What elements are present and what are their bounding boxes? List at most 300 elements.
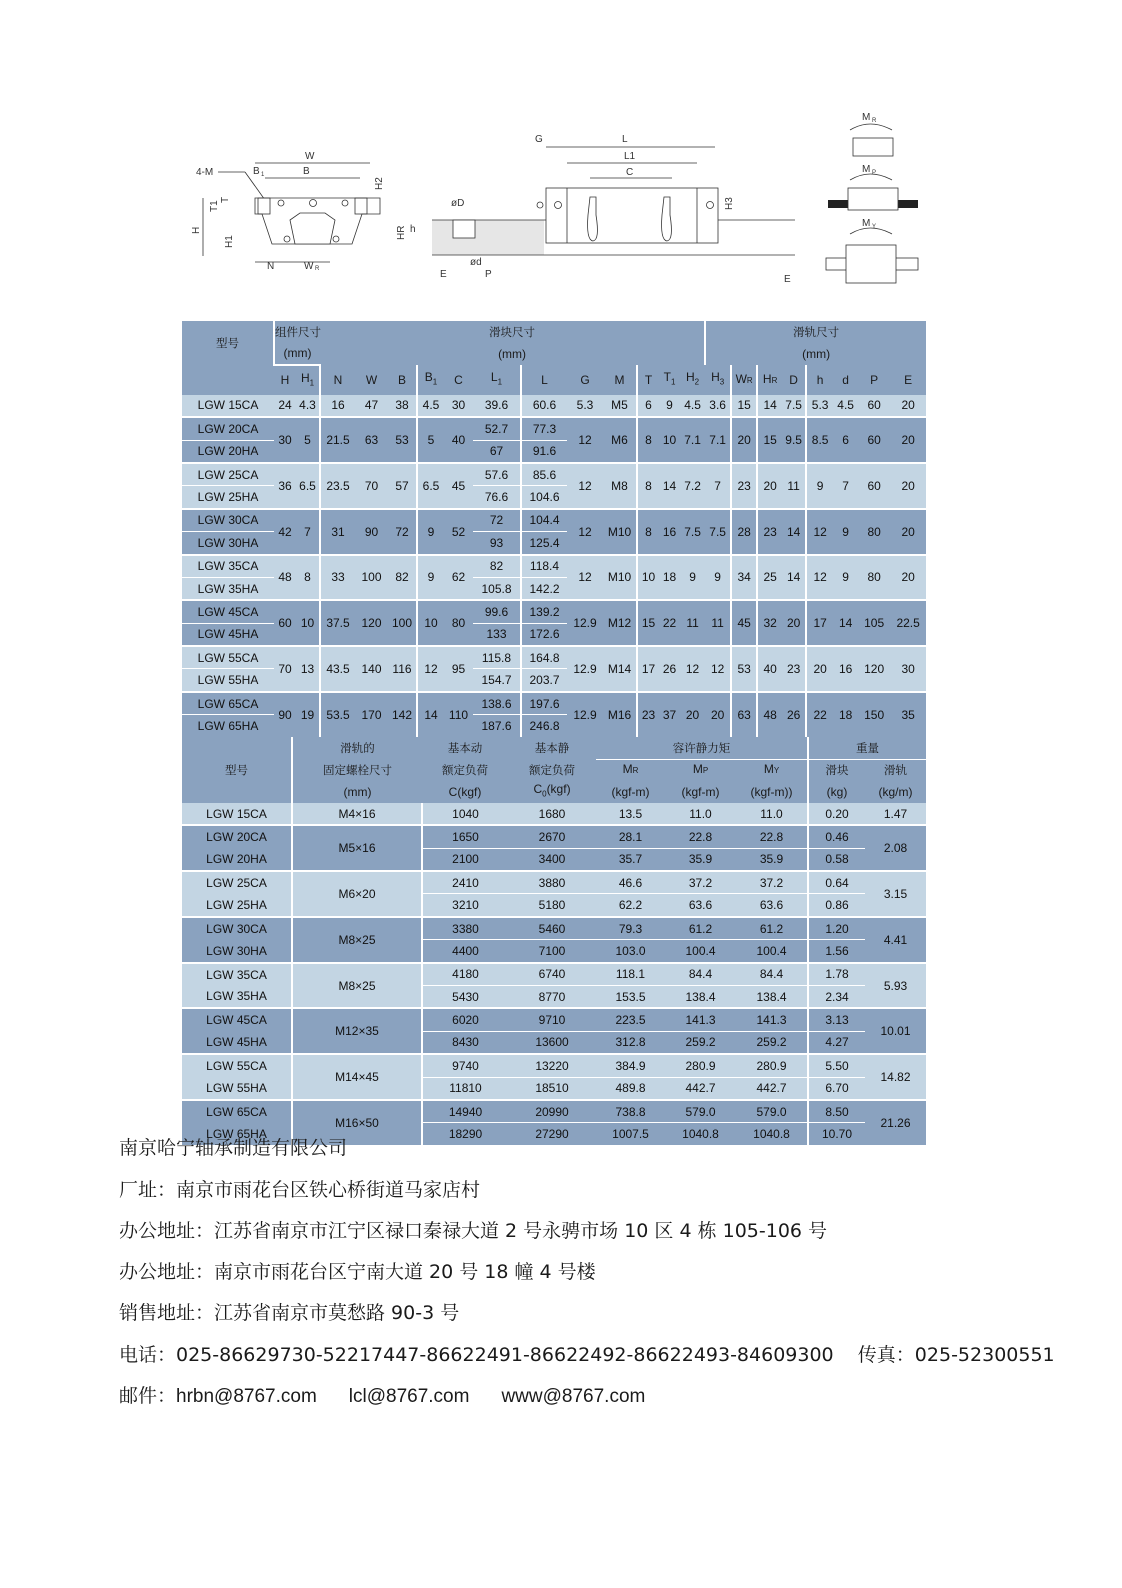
cell-MP: 63.6	[688, 898, 713, 913]
cell-C0: 3400	[538, 852, 566, 867]
cell-T1: 18	[662, 570, 677, 585]
cell-rail: 10.01	[880, 1024, 911, 1039]
table-row	[182, 803, 926, 825]
cell-MR: 79.3	[596, 917, 665, 940]
header-bolt-unit: (mm)	[292, 781, 422, 803]
cell-C: 2410	[422, 871, 508, 894]
cell-B: 142	[391, 707, 413, 722]
cell-model: LGW 65HA	[206, 1126, 267, 1141]
cell-rail: 2.08	[883, 841, 908, 856]
col-B: B	[397, 372, 406, 387]
side-view-drawing	[396, 134, 795, 285]
cell-d: 6	[842, 433, 849, 448]
cell-model: LGW 55CA	[182, 646, 274, 669]
cell-M: M10	[607, 524, 632, 539]
cell-WR: 28	[731, 509, 757, 555]
cell-MP: 84.4	[665, 963, 736, 986]
cell-MP: 37.2	[665, 871, 736, 894]
email-link-lcl[interactable]: lcl@8767.com	[348, 1386, 470, 1407]
cell-P: 60	[867, 433, 881, 448]
cell-MP: 22.8	[665, 825, 736, 848]
cell-MR: 46.6	[596, 871, 665, 894]
cell-model: LGW 25HA	[197, 490, 259, 505]
cell-H1: 10	[300, 616, 315, 631]
cell-E: 20	[901, 478, 915, 493]
cell-T: 6	[637, 395, 659, 417]
cell-L1: 72	[473, 509, 521, 532]
cell-H2: 12	[685, 661, 700, 676]
cell-model: LGW 65HA	[197, 718, 259, 733]
cell-MR: 153.5	[615, 989, 646, 1004]
cell-B: 57	[395, 478, 409, 493]
cell-N: 21.5	[320, 417, 355, 463]
cell-block: 0.46	[808, 825, 865, 848]
col-M: M	[614, 372, 625, 387]
header-rail-weight: 滑轨	[884, 763, 907, 778]
svg-text:W: W	[305, 151, 315, 162]
cell-C: 30	[451, 398, 466, 413]
svg-text:1: 1	[261, 172, 265, 178]
cell-L1: 39.6	[484, 398, 509, 413]
cell-H2: 7.5	[684, 524, 701, 539]
cell-B1: 9	[417, 555, 444, 601]
cell-W: 70	[364, 478, 379, 493]
cell-C: 4180	[422, 963, 508, 986]
column-header-row	[182, 365, 926, 395]
cell-model: LGW 45HA	[197, 627, 259, 642]
cell-MY: 141.3	[736, 1008, 808, 1031]
cell-M: M10	[607, 570, 632, 585]
cell-L: 164.8	[521, 646, 567, 669]
cell-h: 8.5	[806, 417, 833, 463]
cell-C: 110	[448, 707, 469, 722]
cell-C0: 5460	[508, 917, 596, 940]
cell-H3: 11	[711, 616, 724, 631]
cell-B1: 5	[417, 417, 444, 463]
cell-model: LGW 15CA	[206, 806, 267, 821]
cell-D: 14	[786, 570, 801, 585]
cell-W: 170	[361, 707, 382, 722]
header-bolt-l1: 滑轨的	[292, 737, 422, 759]
header-moment-group: 容许静力矩	[596, 737, 808, 759]
cell-M: M12	[607, 616, 632, 631]
cell-MR: 28.1	[596, 825, 665, 848]
cell-MY: 1040.8	[753, 1127, 790, 1142]
cell-model: LGW 25HA	[206, 897, 267, 912]
cell-rail: 5.93	[883, 978, 908, 993]
cell-T1: 26	[662, 661, 677, 676]
cell-T1: 10	[662, 433, 677, 448]
header-model: 型号	[216, 335, 239, 350]
cell-MP: 280.9	[665, 1054, 736, 1077]
cell-D: 14	[786, 524, 801, 539]
cell-H: 30	[278, 433, 292, 448]
cell-C: 52	[451, 524, 466, 539]
email-line: 邮件：hrbn@8767.com lcl@8767.com www@8767.com	[119, 1385, 646, 1407]
cell-W: 47	[364, 398, 379, 413]
cell-MP: 100.4	[685, 943, 716, 958]
header-static-l2: 额定负荷	[529, 762, 575, 777]
cell-HR: 14	[757, 395, 782, 417]
cell-MY: 63.6	[759, 898, 784, 913]
cell-MP: 259.2	[685, 1035, 716, 1050]
cell-E: 30	[901, 661, 915, 676]
cell-H1: 7	[304, 524, 311, 539]
cell-C: 11810	[422, 1077, 508, 1100]
cell-MP: 141.3	[665, 1008, 736, 1031]
col-HR: HR	[757, 365, 782, 395]
cell-H1: 8	[304, 570, 311, 585]
col-H: H	[280, 373, 290, 388]
cell-block: 3.13	[808, 1008, 865, 1031]
cell-T1: 37	[662, 707, 677, 722]
cell-rail: 14.82	[880, 1070, 911, 1085]
table-row	[182, 917, 926, 940]
cell-G: 12.9	[573, 707, 597, 722]
cell-C0: 2670	[508, 825, 596, 848]
cell-HR: 48	[757, 692, 782, 737]
col-W: W	[365, 372, 378, 387]
cell-B: 100	[391, 616, 413, 631]
cell-E: 20	[901, 524, 915, 539]
cell-L: 104.4	[521, 509, 567, 532]
cell-D: 20	[786, 616, 801, 631]
cell-H3: 9	[714, 570, 721, 585]
office-address-2: 办公地址：南京市雨花台区宁南大道 20 号 18 幢 4 号楼	[119, 1261, 596, 1283]
cell-WR: 15	[731, 395, 757, 417]
cell-B1: 10	[417, 600, 444, 646]
cell-L1: 67	[489, 444, 504, 459]
cell-M: M8	[611, 478, 628, 493]
cell-d: 14	[838, 616, 853, 631]
cell-L: 91.6	[521, 440, 567, 463]
cell-L: 142.2	[521, 577, 567, 600]
cell-model: LGW 25CA	[206, 876, 267, 890]
cell-M: M16	[607, 707, 632, 722]
cell-model: LGW 20CA	[206, 830, 267, 845]
cell-W: 100	[361, 570, 382, 585]
header-mr: MR	[622, 762, 639, 777]
cell-WR: 63	[731, 692, 757, 737]
cell-block: 0.64	[808, 871, 865, 894]
cell-MP: 35.9	[688, 852, 713, 867]
table-row	[182, 555, 926, 578]
col-T1: $T_1$	[663, 370, 676, 387]
header-mp-unit: (kgf-m)	[681, 784, 720, 799]
cell-G: 12.9	[573, 616, 597, 631]
svg-text:H3: H3	[724, 197, 735, 210]
cell-H: 90	[278, 707, 292, 722]
cell-H3: 20	[710, 707, 725, 722]
cell-T: 10	[637, 555, 659, 601]
cell-C: 4400	[422, 940, 508, 963]
cell-C: 80	[451, 616, 466, 631]
col-T: T	[637, 365, 659, 395]
cell-M: M6	[611, 433, 628, 448]
cell-WR: 53	[731, 646, 757, 692]
cell-H: 60	[278, 616, 292, 631]
cell-L1: 76.6	[484, 490, 509, 505]
table-row	[182, 1008, 926, 1031]
cell-C0: 9710	[508, 1008, 596, 1031]
cell-B: 38	[395, 398, 409, 413]
cell-N: 16	[320, 395, 355, 417]
cell-E: 20	[901, 570, 915, 585]
cell-C0: 8770	[538, 989, 566, 1004]
cell-MP: 138.4	[685, 989, 716, 1004]
cell-L1: 187.6	[481, 718, 512, 733]
cell-model: LGW 20HA	[206, 852, 267, 867]
cell-C0: 13220	[508, 1054, 596, 1077]
cell-C0: 7100	[538, 943, 566, 958]
cell-bolt: M8×25	[292, 963, 422, 1009]
col-H3: $H_3$	[711, 370, 725, 387]
cell-M: M5	[611, 398, 628, 413]
cell-H2: 7.1	[684, 433, 701, 448]
cell-rail: 4.41	[883, 932, 908, 947]
svg-text:M: M	[862, 218, 871, 229]
cell-block: 10.70	[808, 1123, 865, 1145]
cell-MP: 579.0	[665, 1100, 736, 1123]
cell-model: LGW 25CA	[182, 463, 274, 486]
cell-MY: 138.4	[756, 989, 787, 1004]
cell-L1: 93	[489, 535, 504, 550]
cell-H: 42	[278, 524, 292, 539]
cell-block: 1.78	[808, 963, 865, 986]
cell-C: 1040	[422, 803, 508, 825]
cell-G: 12.9	[573, 661, 597, 676]
table-row	[182, 692, 926, 715]
cell-C: 2100	[422, 848, 508, 871]
header-rail-group: 滑轨尺寸	[705, 321, 926, 342]
table-row	[182, 417, 926, 440]
cell-rail: 21.26	[880, 1115, 911, 1130]
cell-C: 45	[451, 478, 466, 493]
cell-H1: 5	[304, 433, 311, 448]
cell-C0: 27290	[535, 1127, 569, 1142]
cell-C: 40	[451, 433, 466, 448]
cell-rail: 1.47	[883, 806, 908, 821]
table-row	[182, 1100, 926, 1123]
cell-model: LGW 20HA	[197, 444, 259, 459]
cell-h: 12	[806, 509, 833, 555]
email-link-hrbn[interactable]: hrbn@8767.com	[176, 1386, 317, 1407]
cell-model: LGW 45CA	[206, 1013, 267, 1028]
cell-D: 26	[786, 707, 801, 722]
cell-MY: 22.8	[736, 825, 808, 848]
cell-bolt: M16×50	[292, 1100, 422, 1145]
cell-bolt: M4×16	[292, 803, 422, 825]
cell-T1: 16	[662, 524, 677, 539]
cell-P: 60	[867, 398, 881, 413]
cell-H1: 19	[300, 707, 315, 722]
cell-L1: 99.6	[473, 600, 521, 623]
col-E: E	[904, 372, 913, 387]
dimension-table	[182, 321, 926, 737]
cell-L1: 57.6	[473, 463, 521, 486]
cell-block: 5.50	[808, 1054, 865, 1077]
svg-text:T1: T1	[209, 200, 220, 212]
cell-P: 150	[864, 707, 885, 722]
cell-H3: 7.1	[709, 433, 726, 448]
cell-C: 3210	[422, 894, 508, 917]
header-dynamic-l2: 额定负荷	[442, 762, 488, 777]
cell-block: 0.58	[808, 848, 865, 871]
svg-text:L1: L1	[624, 151, 636, 162]
cell-MR: 489.8	[615, 1081, 646, 1096]
cell-block: 1.56	[808, 940, 865, 963]
cell-B1: 9	[417, 509, 444, 555]
cell-WR: 45	[731, 600, 757, 646]
cell-C0: 18510	[535, 1081, 569, 1096]
table-row	[182, 646, 926, 669]
cell-N: 33	[320, 555, 355, 601]
cell-h: 5.3	[806, 395, 833, 417]
cell-h: 12	[806, 555, 833, 601]
cell-MR: 384.9	[596, 1054, 665, 1077]
cell-W: 140	[361, 661, 382, 676]
cell-H2: 7.2	[684, 478, 701, 493]
cell-T: 8	[637, 509, 659, 555]
cell-MR: 1007.5	[612, 1127, 649, 1142]
cell-H: 24	[278, 398, 292, 413]
cell-L: 118.4	[521, 555, 567, 578]
cell-G: 12	[578, 433, 592, 448]
cell-C: 3380	[422, 917, 508, 940]
cell-HR: 20	[757, 463, 782, 509]
cell-MP: 442.7	[685, 1081, 716, 1096]
svg-text:ød: ød	[470, 257, 482, 268]
cell-C: 95	[451, 661, 466, 676]
header-static-l1: 基本静	[534, 741, 570, 755]
cell-C0: 3880	[508, 871, 596, 894]
svg-text:B: B	[303, 166, 310, 177]
load-rating-table	[182, 737, 926, 1145]
cell-L: 104.6	[521, 486, 567, 509]
header-model: 型号	[225, 762, 248, 777]
cell-D: 11	[787, 478, 800, 493]
cell-MR: 35.7	[618, 852, 643, 867]
table-row	[182, 871, 926, 894]
cell-bolt: M6×20	[292, 871, 422, 917]
svg-text:W: W	[304, 261, 314, 272]
cell-block: 0.20	[808, 803, 865, 825]
cell-MR: 62.2	[618, 898, 643, 913]
cell-HR: 25	[757, 555, 782, 601]
cell-MR: 738.8	[596, 1100, 665, 1123]
cell-MR: 223.5	[596, 1008, 665, 1031]
cell-C: 5430	[422, 986, 508, 1009]
cell-B1: 14	[417, 692, 444, 737]
svg-text:H: H	[191, 226, 202, 234]
cell-rail: 3.15	[883, 886, 908, 901]
cell-MP: 1040.8	[682, 1127, 719, 1142]
svg-text:E: E	[440, 269, 447, 280]
cell-bolt: M14×45	[292, 1054, 422, 1100]
svg-text:G: G	[535, 134, 543, 145]
email-link-www[interactable]: www@8767.com	[501, 1386, 646, 1407]
col-N: N	[320, 365, 355, 395]
col-P: P	[870, 372, 879, 387]
cell-L1: 154.7	[481, 673, 512, 688]
cell-MY: 442.7	[756, 1081, 787, 1096]
cell-G: 12	[578, 478, 592, 493]
header-rail-unit: (mm)	[705, 342, 926, 364]
cell-bolt: M5×16	[292, 825, 422, 871]
cell-T1: 9	[666, 398, 673, 413]
cell-W: 120	[361, 616, 382, 631]
cell-E: 20	[901, 433, 915, 448]
cell-bolt: M8×25	[292, 917, 422, 963]
cell-h: 9	[806, 463, 833, 509]
header-assembly-unit: (mm)	[274, 342, 320, 364]
cell-L: 60.6	[521, 395, 567, 417]
cell-B: 116	[392, 661, 412, 676]
cell-G: 12	[578, 570, 592, 585]
cell-L1: 138.6	[473, 692, 521, 715]
sales-address: 销售地址：江苏省南京市莫愁路 90-3 号	[119, 1302, 460, 1324]
cell-H1: 6.5	[299, 478, 316, 493]
cell-d: 4.5	[837, 398, 854, 413]
cell-E: 35	[901, 707, 915, 722]
cell-G: 5.3	[576, 398, 594, 413]
header-dynamic-unit: C(kgf)	[448, 784, 482, 799]
cell-T: 23	[637, 692, 659, 737]
cell-model: LGW 35CA	[206, 967, 267, 982]
col-WR: WR	[731, 365, 757, 395]
header-static-unit: $C_0(kgf)$	[533, 782, 571, 799]
header-mp: MP	[692, 762, 709, 777]
cell-MR: 312.8	[615, 1035, 646, 1050]
cell-L: 139.2	[521, 600, 567, 623]
cell-C0: 20990	[508, 1100, 596, 1123]
office-address-1: 办公地址：江苏省南京市江宁区禄口秦禄大道 2 号永骋市场 10 区 4 栋 105-106 号	[119, 1220, 828, 1242]
cell-d: 9	[842, 524, 849, 539]
cell-N: 43.5	[320, 646, 355, 692]
col-L1: $L_1$	[490, 370, 503, 387]
svg-text:L: L	[622, 134, 628, 145]
cell-P: 120	[864, 661, 885, 676]
header-block-weight: 滑块	[808, 759, 865, 781]
cell-WR: 23	[731, 463, 757, 509]
cell-P: 80	[867, 524, 881, 539]
cell-H: 36	[278, 478, 292, 493]
cell-C: 9740	[422, 1054, 508, 1077]
cell-d: 7	[842, 478, 849, 493]
cell-T1: 14	[662, 478, 677, 493]
cell-model: LGW 45HA	[206, 1035, 267, 1050]
cell-N: 37.5	[320, 600, 355, 646]
cell-C0: 1680	[538, 806, 566, 821]
cell-C0: 5180	[538, 898, 566, 913]
cell-block: 1.20	[808, 917, 865, 940]
header-bolt-l2: 固定螺栓尺寸	[292, 759, 422, 781]
cell-h: 20	[806, 646, 833, 692]
cell-block: 4.27	[808, 1031, 865, 1054]
cell-B1: 12	[417, 646, 444, 692]
header-my: MY	[763, 762, 780, 777]
cell-E: 22.5	[896, 616, 920, 631]
cell-model: LGW 45CA	[182, 600, 274, 623]
cell-B: 53	[395, 433, 409, 448]
cell-H1: 4.3	[299, 398, 316, 413]
svg-text:M: M	[862, 112, 871, 123]
cell-block: 8.50	[808, 1100, 865, 1123]
cell-T: 8	[637, 463, 659, 509]
col-H1: $H_1$	[300, 370, 315, 387]
cell-D: 9.5	[785, 433, 802, 448]
cell-H2: 20	[685, 707, 700, 722]
